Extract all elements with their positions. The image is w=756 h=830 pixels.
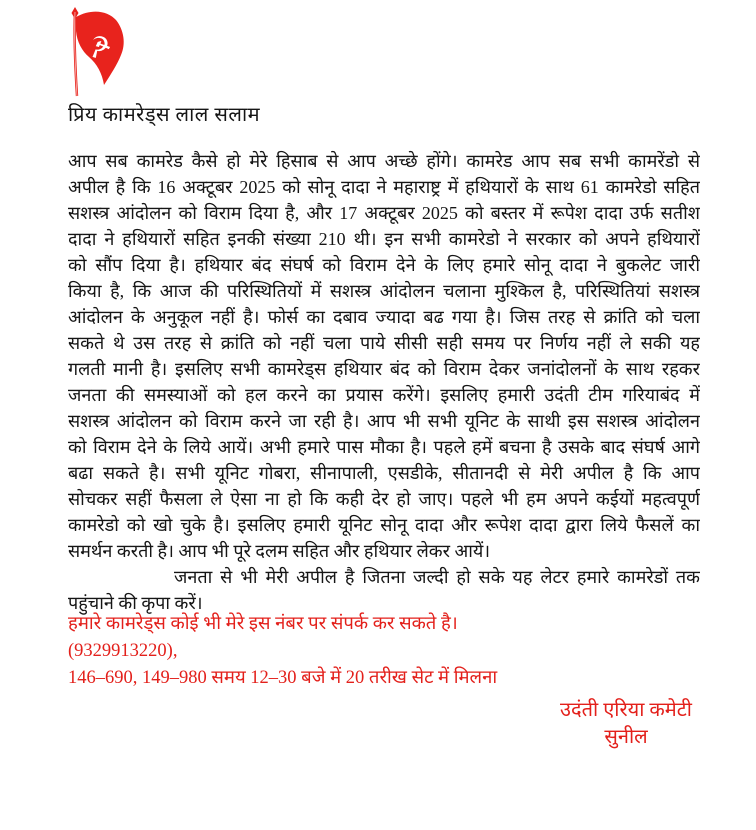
appeal-line: पहुंचाने की कृपा करें। xyxy=(68,593,203,613)
body-line: सशस्त्र आंदोलन को विराम करने जा रही है। आप भी सभी यूनिट के साथी इस सशस्त्र आंदोलन xyxy=(68,411,700,431)
salutation: प्रिय कामरेड्स लाल सलाम xyxy=(68,104,261,126)
red-flag-logo xyxy=(60,4,144,102)
body-line: गलती मानी है। इसलिए सभी कामरेड्स हथियार बंद को विराम देकर जनांदोलनों के साथ रहकर xyxy=(68,359,700,379)
signature-block xyxy=(560,697,692,751)
body-line: बढा सकते है। सभी यूनिट गोबरा, सीनापाली, एसडीके, सीतानदी से मेरी अपील है कि आप xyxy=(68,463,700,483)
letter-body xyxy=(68,148,700,616)
signature-name: सुनील xyxy=(604,726,648,748)
signature-committee: उदंती एरिया कमेटी xyxy=(560,699,692,721)
body-line: कामरेडो को खो चुके है। इसलिए हमारी यूनिट सोनू दादा और रूपेश दादा द्वारा लिये फैसलें का xyxy=(68,515,700,535)
body-line: को विराम देने के लिये आयें। अभी हमारे पास मौका है। पहले हमें बचना है उसके बाद संघर्ष आगे xyxy=(68,437,700,457)
contact-block xyxy=(68,611,700,692)
body-line: सोचकर सहीं फैसला ले ऐसा ना हो कि कही देर हो जाए। पहले भी हम अपने कईयों महत्वपूर्ण xyxy=(68,489,700,509)
contact-meeting-info: 146–690, 149–980 समय 12–30 बजे में 20 तरीख सेट में मिलना xyxy=(68,668,498,688)
body-line: अपील है कि 16 अक्टूबर 2025 को सोनू दादा ने महाराष्ट्र में हथियारों के साथ 61 कामरेडो सहित xyxy=(68,177,700,197)
body-line: जनता की समस्याओं को हल करने का प्रयास करेंगे। इसलिए हमारी उदंती टीम गरियाबंद में xyxy=(68,385,700,405)
svg-text:☭: ☭ xyxy=(83,29,117,67)
body-line: किया है, कि आज की परिस्थितियों में सशस्त्र आंदोलन चलाना मुश्किल है, परिस्थितियां सशस्त्र xyxy=(68,281,700,301)
body-line: समर्थन करती है। आप भी पूरे दलम सहित और हथियार लेकर आयें। xyxy=(68,541,491,561)
body-line: सकते थे उस तरह से क्रांति को नहीं चला पाये सीसी सही समय पर निर्णय नहीं ले सकी यह xyxy=(68,333,700,353)
hammer-sickle-flag-icon xyxy=(60,4,144,102)
body-line: आंदोलन के अनुकूल नहीं है। फोर्स का दबाव ज्यादा बढ गया है। जिस तरह से क्रांति को चला xyxy=(68,307,700,327)
contact-phone: (9329913220), xyxy=(68,641,178,661)
appeal-line: जनता से भी मेरी अपील है जितना जल्दी हो सके यह लेटर हमारे कामरेडों तक xyxy=(174,567,700,587)
contact-line: हमारे कामरेड्स कोई भी मेरे इस नंबर पर संपर्क कर सकते है। xyxy=(68,614,458,634)
body-line: आप सब कामरेड कैसे हो मेरे हिसाब से आप अच्छे होंगे। कामरेड आप सब सभी कामरेंडो से xyxy=(68,151,700,171)
body-line: को सौंप दिया है। हथियार बंद संघर्ष को विराम देने के लिए हमारे सोनू दादा ने बुकलेट जारी xyxy=(68,255,700,275)
body-line: सशस्त्र आंदोलन को विराम दिया है, और 17 अक्टूबर 2025 को बस्तर में रूपेश दादा उर्फ सतीश xyxy=(68,203,700,223)
body-line: दादा ने हथियारों सहित इनकी संख्या 210 थी। इन सभी कामरेडो ने सरकार को अपने हथियारों xyxy=(68,229,700,249)
